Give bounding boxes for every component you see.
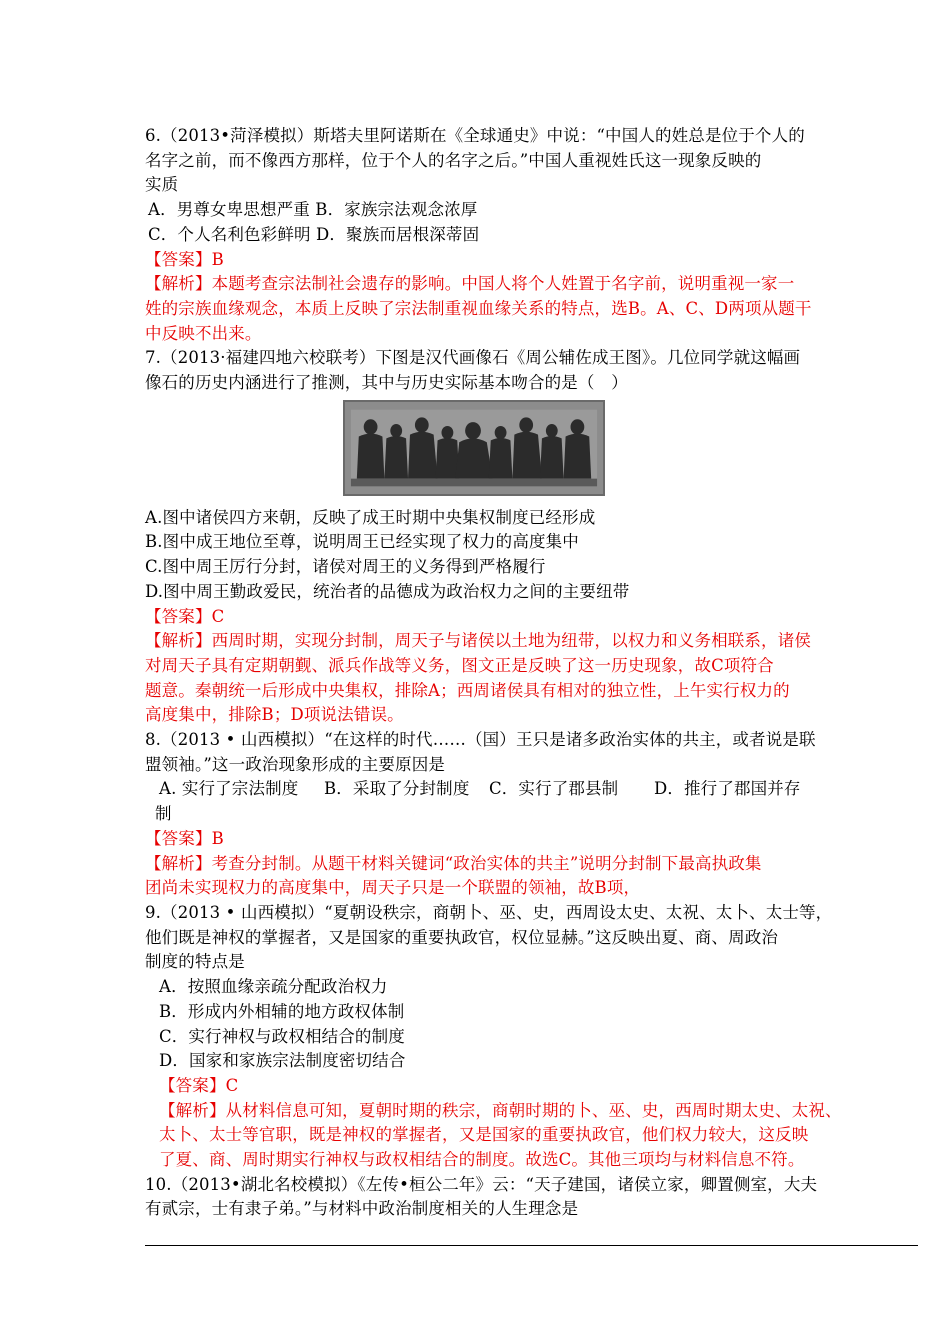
- question-9-analysis-line: 了夏、商、周时期实行神权与政权相结合的制度。故选C。其他三项均与材料信息不符。: [159, 1150, 805, 1170]
- footer-divider: [145, 1245, 918, 1246]
- question-9-option-line: D．国家和家族宗法制度密切结合: [159, 1051, 406, 1071]
- question-9-analysis-line: 太卜、太士等官职，既是神权的掌握者，又是国家的重要执政官，他们权力较大，这反映: [159, 1125, 809, 1145]
- question-8: [145, 728, 815, 901]
- question-9-stem-line: 9.（2013 • 山西模拟）“夏朝设秩宗，商朝卜、巫、史，西周设太史、太祝、太卜、太士等，: [145, 902, 833, 922]
- question-6-stem-line: 名字之前，而不像西方那样，位于个人的名字之后。”中国人重视姓氏这一现象反映的: [145, 150, 762, 170]
- question-8-option-b: B．采取了分封制度: [324, 779, 470, 799]
- question-6: [145, 124, 815, 346]
- stone-relief-image: [343, 400, 605, 496]
- question-7-stem-line: 7.（2013·福建四地六校联考）下图是汉代画像石《周公辅佐成王图》。几位同学就这幅画: [145, 348, 801, 368]
- stone-relief-figures: [345, 402, 603, 494]
- question-10-stem-line: 有贰宗，士有隶子弟。”与材料中政治制度相关的人生理念是: [145, 1199, 579, 1219]
- question-7-option-line: C.图中周王厉行分封，诸侯对周王的义务得到严格履行: [145, 557, 546, 577]
- question-7-option-line: D.图中周王勤政爱民，统治者的品德成为政治权力之间的主要纽带: [145, 581, 630, 601]
- question-9-option-line: B．形成内外相辅的地方政权体制: [159, 1001, 405, 1021]
- question-8-stem-line: 8.（2013 • 山西模拟）“在这样的时代……（国）王只是诸多政治实体的共主，或者说是联: [145, 730, 816, 750]
- question-6-analysis-line: 姓的宗族血缘观念，本质上反映了宗法制重视血缘关系的特点，选B。A、C、D两项从题干: [145, 298, 812, 318]
- question-8-options-row: [145, 777, 815, 802]
- question-7-option-line: B.图中成王地位至尊，说明周王已经实现了权力的高度集中: [145, 532, 579, 552]
- question-8-option-c: C．实行了郡县制: [489, 779, 619, 799]
- figure-container: [145, 396, 815, 506]
- question-7-stem-line: 像石的历史内涵进行了推测，其中与历史实际基本吻合的是（ ）: [145, 373, 628, 393]
- question-7-analysis-line: 对周天子具有定期朝觐、派兵作战等义务，图文正是反映了这一历史现象，故C项符合: [145, 655, 774, 675]
- question-6-option-line: A．男尊女卑思想严重 B．家族宗法观念浓厚: [148, 200, 478, 220]
- question-8-answer: 【答案】B: [145, 828, 224, 848]
- question-8-analysis-line: 团尚未实现权力的高度集中，周天子只是一个联盟的领袖，故B项，: [145, 878, 641, 898]
- question-8-stem-line: 盟领袖。”这一政治现象形成的主要原因是: [145, 754, 446, 774]
- question-9-stem-line: 制度的特点是: [145, 952, 245, 972]
- question-9: [145, 901, 842, 1173]
- document-page: [145, 124, 842, 1222]
- question-7-option-line: A.图中诸侯四方来朝，反映了成王时期中央集权制度已经形成: [145, 507, 596, 527]
- question-6-answer: 【答案】B: [145, 249, 224, 269]
- question-7: [145, 346, 815, 728]
- question-8-option-d: D．推行了郡国并存: [654, 779, 801, 799]
- question-7-analysis-line: 高度集中，排除B；D项说法错误。: [145, 705, 404, 725]
- question-6-analysis-line: 【解析】本题考查宗法制社会遗存的影响。中国人将个人姓置于名字前，说明重视一家一: [145, 274, 795, 294]
- question-10-stem-line: 10.（2013•湖北名校模拟）《左传•桓公二年》云：“天子建国，诸侯立家，卿置侧室，大夫: [145, 1174, 818, 1194]
- question-7-analysis-line: 【解析】西周时期，实现分封制，周天子与诸侯以土地为纽带，以权力和义务相联系，诸侯: [145, 631, 811, 651]
- question-7-answer: 【答案】C: [145, 606, 225, 626]
- question-9-option-line: A．按照血缘亲疏分配政治权力: [159, 977, 388, 997]
- question-6-analysis-line: 中反映不出来。: [145, 323, 262, 343]
- question-9-option-line: C．实行神权与政权相结合的制度: [159, 1026, 405, 1046]
- question-6-option-line: C．个人名利色彩鲜明 D．聚族而居根深蒂固: [148, 224, 480, 244]
- question-10: [145, 1173, 818, 1222]
- question-8-analysis-line: 【解析】考查分封制。从题干材料关键词“政治实体的共主”说明分封制下最高执政集: [145, 853, 762, 873]
- question-9-analysis-line: 【解析】从材料信息可知，夏朝时期的秩宗，商朝时期的卜、巫、史，西周时期太史、太祝、: [159, 1100, 842, 1120]
- question-6-stem-line: 实质: [145, 175, 179, 195]
- question-9-answer: 【答案】C: [159, 1075, 239, 1095]
- question-8-option-wrap: 制: [155, 804, 172, 824]
- question-7-analysis-line: 题意。秦朝统一后形成中央集权，排除A；西周诸侯具有相对的独立性，上午实行权力的: [145, 680, 790, 700]
- question-6-stem-line: 6.（2013•菏泽模拟）斯塔夫里阿诺斯在《全球通史》中说：“中国人的姓总是位于个人的: [145, 126, 805, 145]
- question-8-option-a: A. 实行了宗法制度: [159, 779, 299, 799]
- question-9-stem-line: 他们既是神权的掌握者，又是国家的重要执政官，权位显赫。”这反映出夏、商、周政治: [145, 927, 779, 947]
